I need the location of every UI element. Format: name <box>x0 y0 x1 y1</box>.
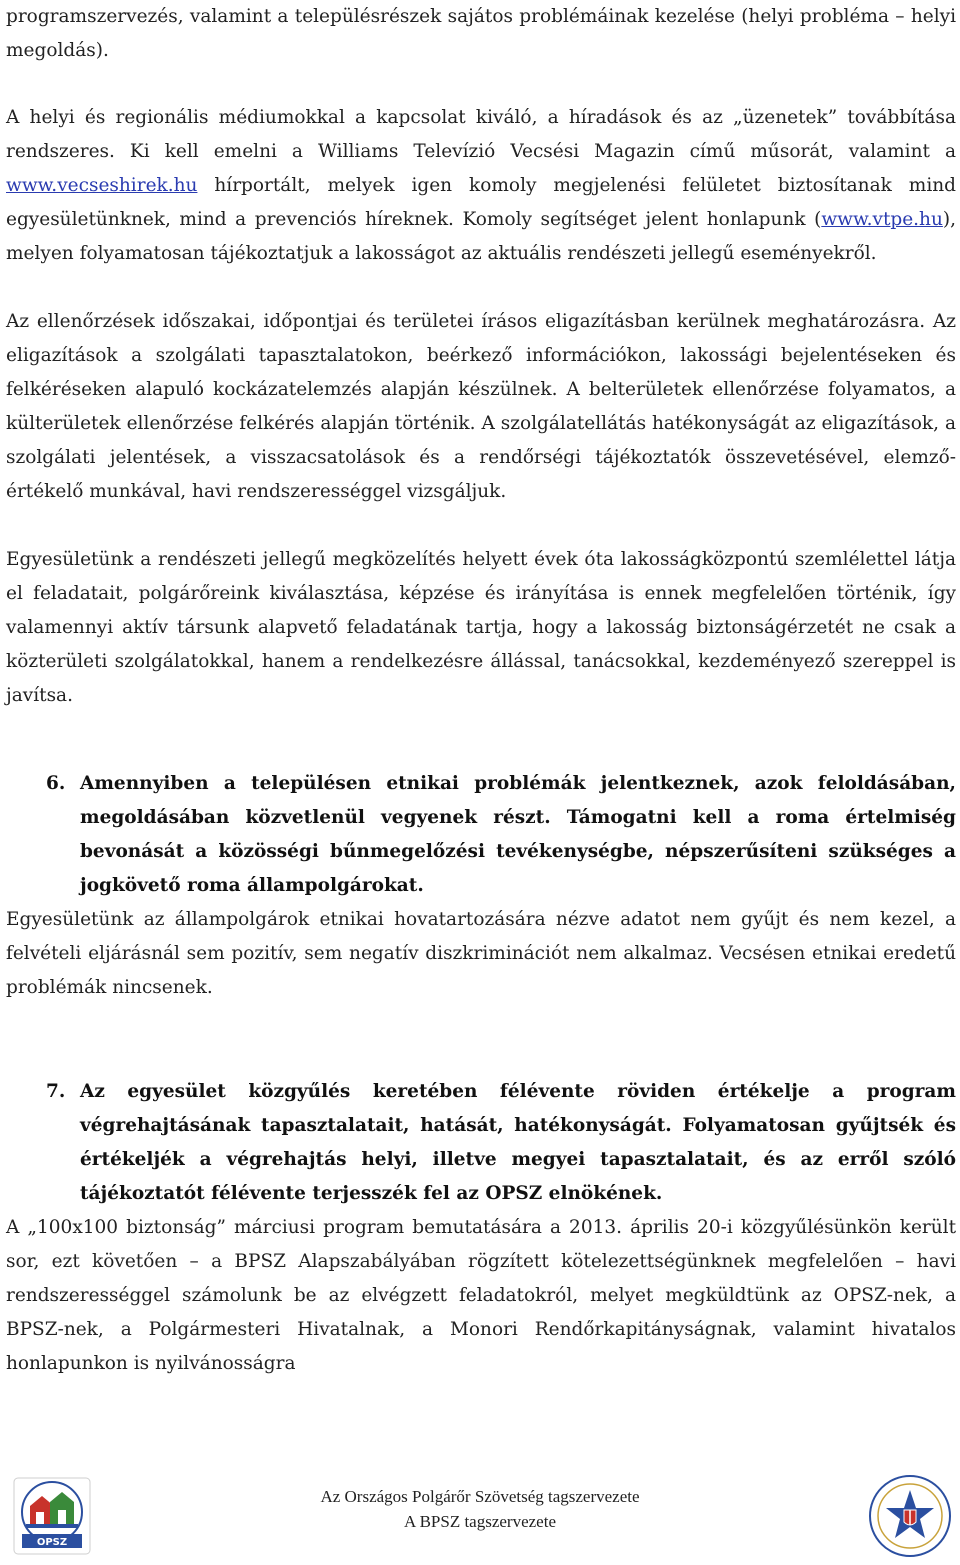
opsz-logo-text: OPSZ <box>36 1537 68 1548</box>
paragraph-ethnic: Egyesületünk az állampolgárok etnikai hovatartozására nézve adatot nem gyűjt és nem kezel, a felvételi eljárásnál sem pozitív, sem negatív diszkriminációt nem alkalmaz. Vecsésen etnikai eredetű problémák nincsenek. <box>6 909 956 998</box>
list-item-6-number: 6. <box>46 773 66 794</box>
paragraph-inspections: Az ellenőrzések időszakai, időpontjai és területei írásos eligazításban kerülnek meghatározásra. Az eligazítások a szolgálati tapasztalatokon, beérkező információkon, lakossági bejelentéseken és felkéréseken alapuló kockázatelemzés alapján készülnek. A belterületek ellenőrzése folyamatos, a külterületek ellenőrzése felkérés alapján történik. A szolgálatellátás hatékonyságát az eligazítások, a szolgálati jelentések, a visszacsatolások és a rendőrségi tájékoztatók összevetésével, elemző-értékelő munkával, havi rendszerességgel vizsgáljuk. <box>6 311 956 502</box>
opsz-logo <box>8 1472 96 1560</box>
bpsz-emblem-logo <box>866 1472 954 1560</box>
media-text-2: hírportált, melyek igen komoly megjelenési felületet biztosítanak mind egyesületünknek, mind a prevenciós híreknek. Komoly segítséget jelent honlapunk ( <box>6 175 956 230</box>
link-vecseshirek[interactable]: www.vecseshirek.hu <box>6 175 198 196</box>
list-item-7-number: 7. <box>46 1081 66 1102</box>
paragraph-media <box>6 101 956 271</box>
page-footer <box>0 1470 960 1560</box>
paragraph-program: A „100x100 biztonság” márciusi program bemutatására a 2013. április 20-i közgyűlésünkön került sor, ezt követően – a BPSZ Alapszabályában rögzített kötelezettségünknek megfelelően – havi rendszerességgel számolunk be az elvégzett feladatokról, melyet megküldtünk az OPSZ-nek, a BPSZ-nek, a Polgármesteri Hivatalnak, a Monori Rendőrkapitányságnak, valamint hivatalos honlapunkon is nyilvánosságra <box>6 1217 956 1374</box>
paragraph-intro-continuation: programszervezés, valamint a településrészek sajátos problémáinak kezelése (helyi probléma – helyi megoldás). <box>6 6 956 61</box>
footer-text <box>200 1484 760 1534</box>
media-text-3: ), melyen folyamatosan tájékoztatjuk a lakosságot az aktuális rendészeti jellegű eseményekről. <box>6 209 956 264</box>
document-page <box>6 0 956 1381</box>
footer-line-1: Az Országos Polgárőr Szövetség tagszervezete <box>320 1487 640 1506</box>
paragraph-approach: Egyesületünk a rendészeti jellegű megközelítés helyett évek óta lakosságközpontú szemlélettel látja el feladatait, polgárőreink kiválasztása, képzése és irányítása is ennek megfelelően történik, így valamennyi aktív társunk alapvető feladatának tartja, hogy a lakosság biztonságérzetét ne csak a közterületi szolgálatokkal, hanem a rendelkezésre állással, tanácsokkal, kezdeményező szereppel is javítsa. <box>6 549 956 706</box>
link-vtpe[interactable]: www.vtpe.hu <box>821 209 943 230</box>
list-item-7-text: Az egyesület közgyűlés keretében félévente röviden értékelje a program végrehajtásának tapasztalatait, hatását, hatékonyságát. Folyamatosan gyűjtsék és értékeljék a végrehajtás helyi, illetve megyei tapasztalatait, és az erről szóló tájékoztatót félévente terjesszék fel az OPSZ elnökének. <box>80 1081 956 1204</box>
list-item-7 <box>6 1075 956 1211</box>
media-text-1: A helyi és regionális médiumokkal a kapcsolat kiváló, a híradások és az „üzenetek” továbbítása rendszeres. Ki kell emelni a Williams Televízió Vecsési Magazin című műsorát, valamint a <box>6 107 956 162</box>
list-item-6 <box>6 767 956 903</box>
list-item-6-text: Amennyiben a településen etnikai problémák jelentkeznek, azok feloldásában, megoldásában közvetlenül vegyenek részt. Támogatni kell a roma értelmiség bevonását a közösségi bűnmegelőzési tevékenységbe, népszerűsíteni szükséges a jogkövető roma állampolgárokat. <box>80 773 956 896</box>
footer-line-2: A BPSZ tagszervezete <box>403 1512 556 1531</box>
